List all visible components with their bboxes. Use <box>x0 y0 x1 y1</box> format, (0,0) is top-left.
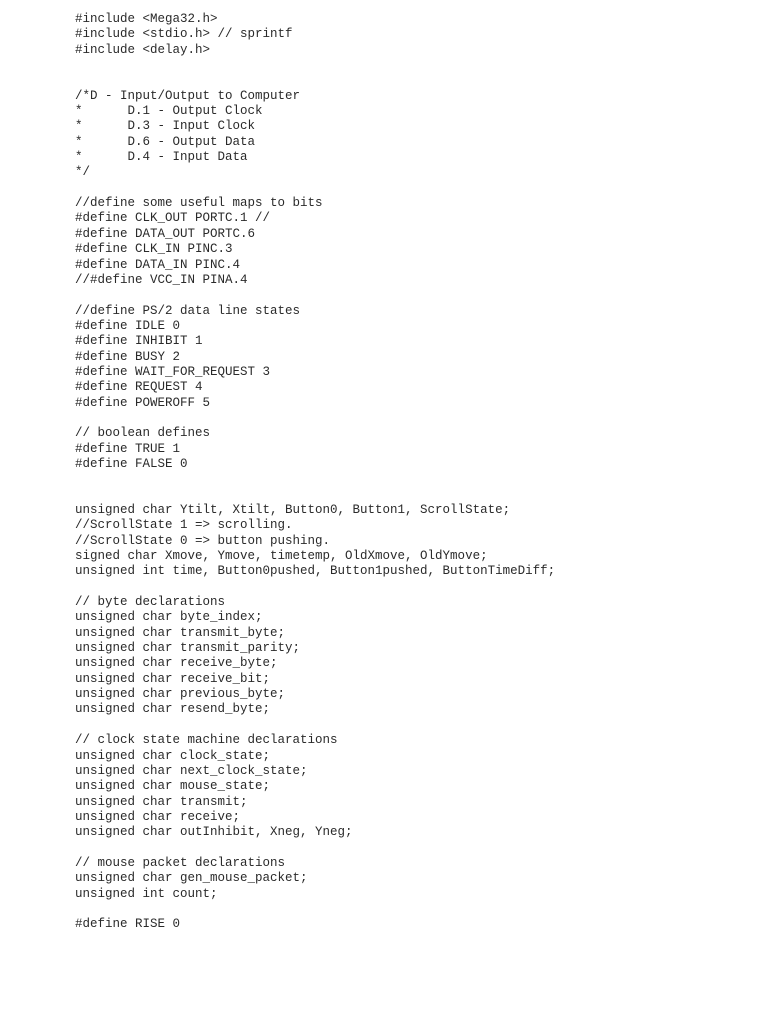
code-line: //define some useful maps to bits <box>75 196 323 211</box>
code-line: #define POWEROFF 5 <box>75 395 211 410</box>
code-line: unsigned char previous_byte; <box>75 687 286 702</box>
code-line: //define PS/2 data line states <box>75 303 301 318</box>
code-line <box>75 580 555 595</box>
code-line: signed char Xmove, Ymove, timetemp, OldXmove, OldYmove; <box>75 549 488 564</box>
code-line: unsigned char receive_byte; <box>75 656 278 671</box>
source-code-listing <box>75 12 555 933</box>
code-line: #define DATA_OUT PORTC.6 <box>75 226 256 241</box>
code-line: #define RISE 0 <box>75 917 181 932</box>
code-line: unsigned char byte_index; <box>75 610 263 625</box>
code-line: #define IDLE 0 <box>75 318 181 333</box>
code-line: // byte declarations <box>75 595 226 610</box>
code-line: // boolean defines <box>75 426 211 441</box>
code-line: unsigned char transmit_byte; <box>75 625 286 640</box>
code-line: #define BUSY 2 <box>75 349 181 364</box>
code-line <box>75 181 555 196</box>
code-line: #define CLK_OUT PORTC.1 // <box>75 211 271 226</box>
code-line <box>75 841 555 856</box>
code-line: unsigned int time, Button0pushed, Button1pushed, ButtonTimeDiff; <box>75 564 556 579</box>
code-line <box>75 488 555 503</box>
code-line <box>75 73 555 88</box>
code-line: unsigned char clock_state; <box>75 748 271 763</box>
code-line: #include <Mega32.h> <box>75 12 218 26</box>
code-line: unsigned char Ytilt, Xtilt, Button0, Button1, ScrollState; <box>75 503 511 517</box>
code-line <box>75 58 555 73</box>
code-line: */ <box>75 165 91 180</box>
code-line: // mouse packet declarations <box>75 855 286 870</box>
code-line: unsigned char transmit; <box>75 794 248 809</box>
code-line: unsigned char receive; <box>75 809 241 824</box>
code-line <box>75 472 555 487</box>
code-line: * D.3 - Input Clock <box>75 119 256 134</box>
code-line: #define REQUEST 4 <box>75 380 203 395</box>
code-line: //ScrollState 0 => button pushing. <box>75 533 331 548</box>
code-line: /*D - Input/Output to Computer <box>75 88 301 103</box>
code-line: #define CLK_IN PINC.3 <box>75 242 233 257</box>
code-line: unsigned char transmit_parity; <box>75 641 301 656</box>
code-line: unsigned char next_clock_state; <box>75 763 308 778</box>
code-line: #include <delay.h> <box>75 42 211 57</box>
code-line: #define WAIT_FOR_REQUEST 3 <box>75 364 271 379</box>
code-line: unsigned char gen_mouse_packet; <box>75 871 308 886</box>
code-line: // clock state machine declarations <box>75 733 338 748</box>
code-line: //ScrollState 1 => scrolling. <box>75 518 293 533</box>
code-line <box>75 288 555 303</box>
code-line: unsigned char mouse_state; <box>75 779 271 794</box>
code-line: #include <stdio.h> // sprintf <box>75 27 293 42</box>
code-line: #define INHIBIT 1 <box>75 334 203 349</box>
code-line <box>75 718 555 733</box>
code-line: unsigned char resend_byte; <box>75 702 271 717</box>
code-line: #define DATA_IN PINC.4 <box>75 257 241 272</box>
code-line: #define TRUE 1 <box>75 441 181 456</box>
code-line: unsigned int count; <box>75 886 218 901</box>
code-line: //#define VCC_IN PINA.4 <box>75 272 248 287</box>
code-line: #define FALSE 0 <box>75 456 188 471</box>
code-line: unsigned char outInhibit, Xneg, Yneg; <box>75 825 353 840</box>
code-line <box>75 902 555 917</box>
code-line: * D.4 - Input Data <box>75 150 248 165</box>
code-line: * D.6 - Output Data <box>75 134 256 149</box>
code-line: unsigned char receive_bit; <box>75 671 271 686</box>
code-line: * D.1 - Output Clock <box>75 104 263 119</box>
code-line <box>75 411 555 426</box>
